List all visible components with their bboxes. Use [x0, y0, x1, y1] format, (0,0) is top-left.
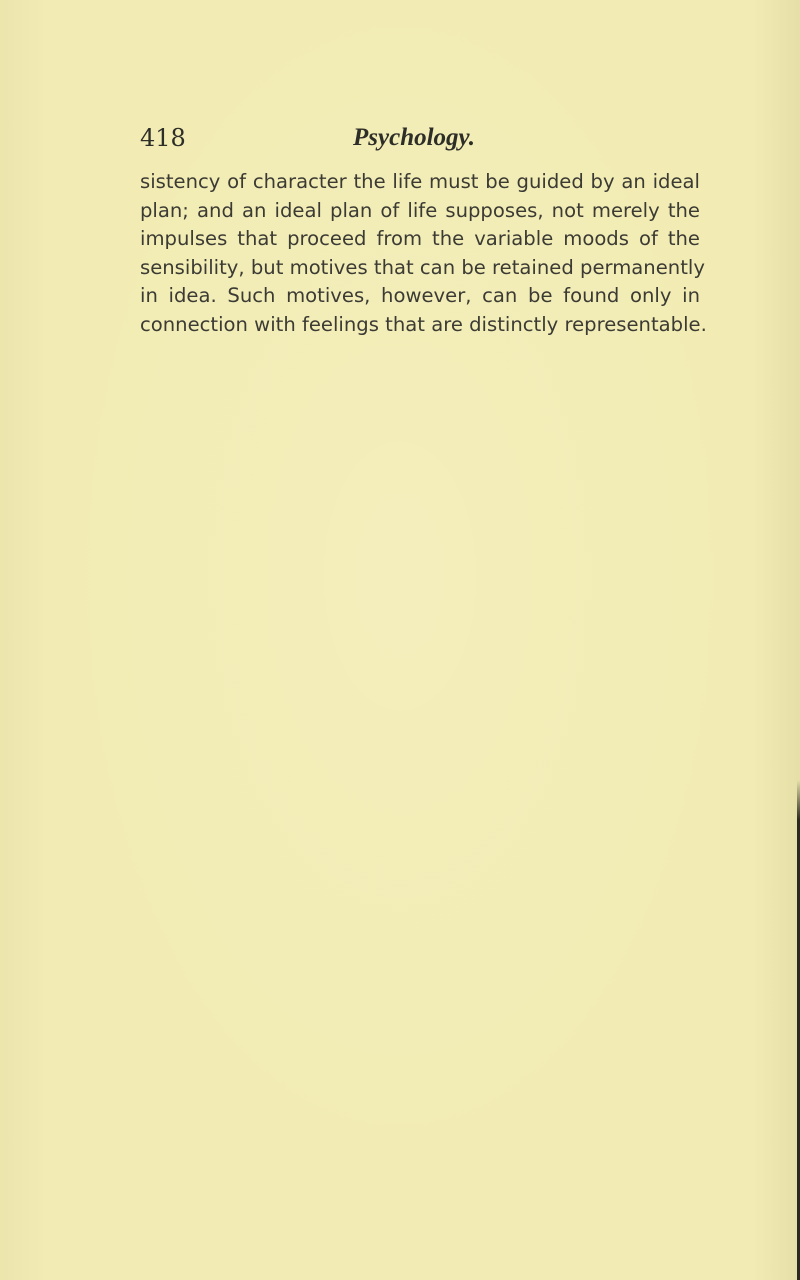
text-line: sistency of character the life must be guided by an ideal — [140, 170, 700, 193]
text-line: impulses that proceed from the variable moods of the — [140, 227, 700, 250]
text-line: connection with feelings that are distinctly representable. — [140, 312, 707, 336]
page-header — [140, 124, 680, 164]
running-title: Psychology. — [353, 124, 475, 151]
body-paragraph — [140, 168, 707, 339]
page-number: 418 — [140, 124, 186, 152]
text-line: sensibility, but motives that can be retained permanently — [140, 255, 705, 279]
text-line: plan; and an ideal plan of life supposes, not merely the — [140, 198, 700, 222]
text-line: in idea. Such motives, however, can be found only in — [140, 284, 700, 307]
